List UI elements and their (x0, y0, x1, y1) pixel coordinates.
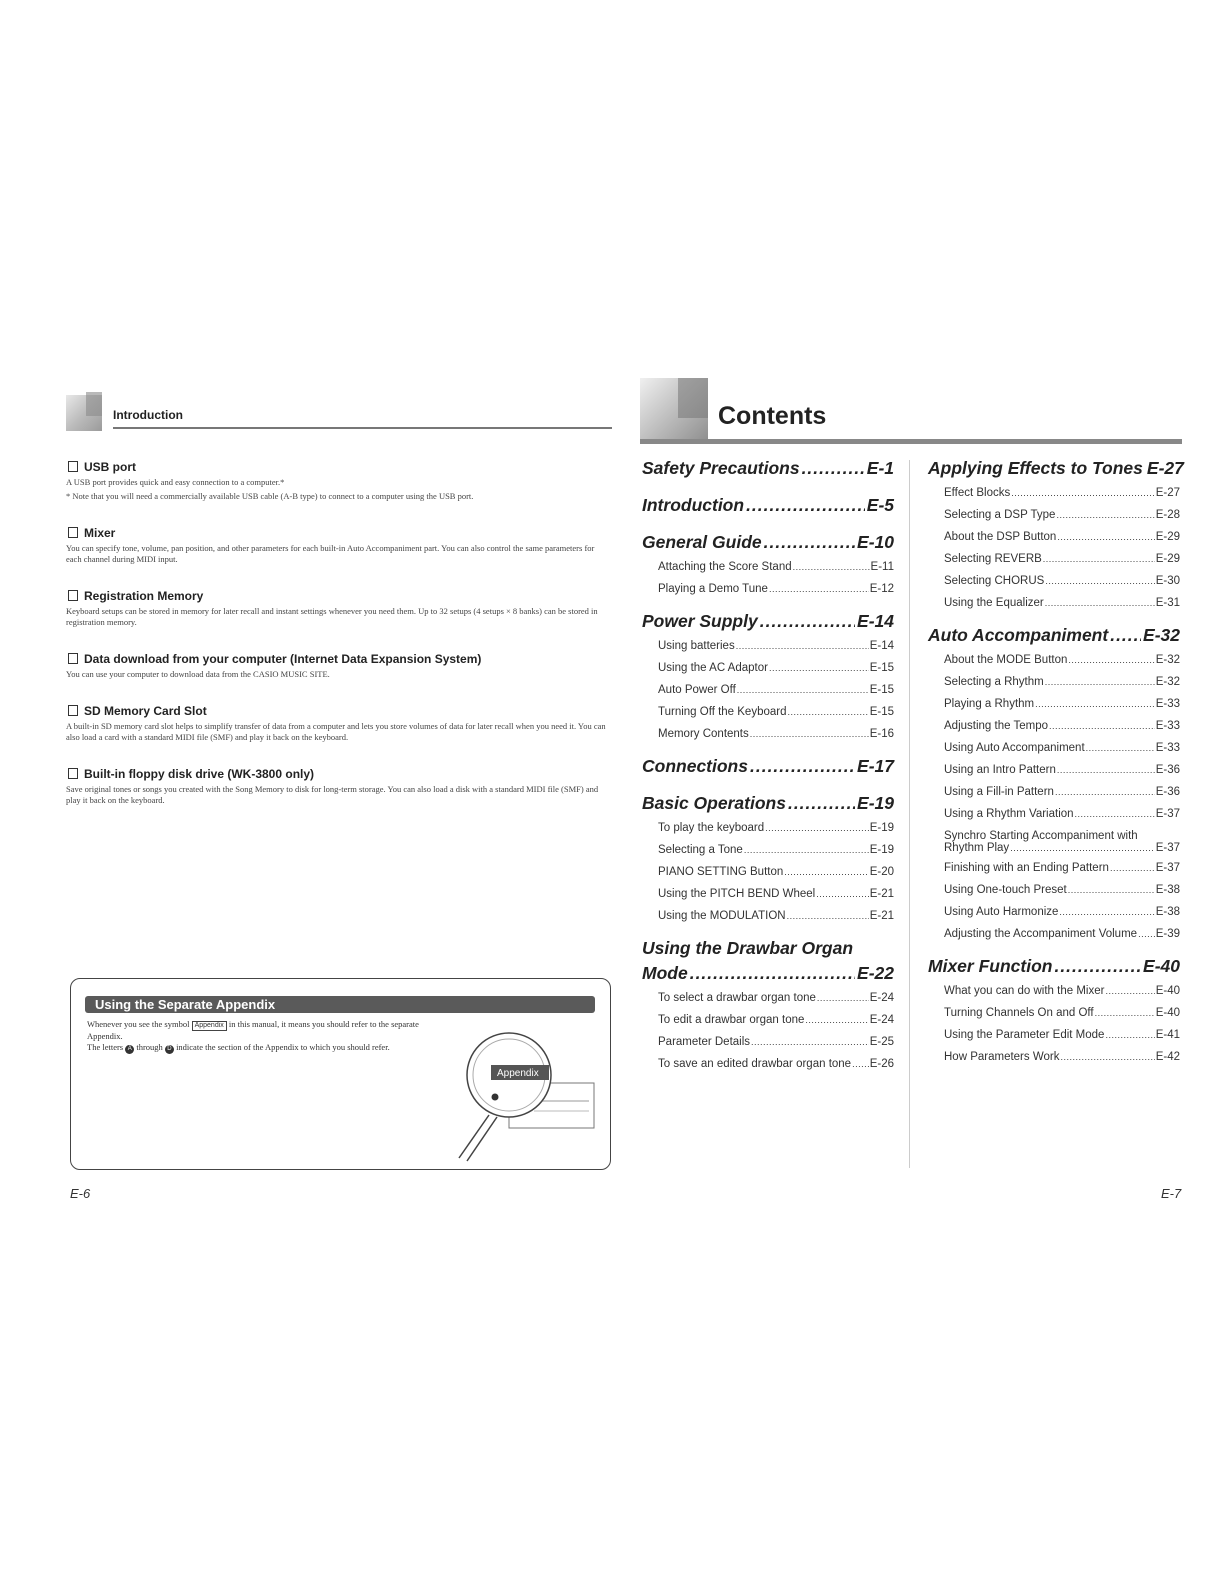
appendix-text (87, 1019, 437, 1054)
topic-label: Selecting a Tone (658, 844, 743, 856)
dot-leader (750, 756, 855, 777)
dot-leader (764, 532, 855, 553)
dot-leader (1035, 699, 1155, 709)
topic-page: E-32 (1155, 654, 1180, 666)
topic-label: To edit a drawbar organ tone (658, 1014, 805, 1026)
dot-leader (1010, 843, 1155, 853)
dot-leader (744, 845, 869, 855)
dot-leader (1110, 625, 1141, 646)
topic-entry[interactable] (944, 830, 1180, 854)
topic-page: E-19 (869, 822, 894, 834)
topic-label: Using the PITCH BEND Wheel (658, 888, 816, 900)
chapter-title-text: Safety Precautions (642, 458, 800, 478)
feature-title-text: SD Memory Card Slot (84, 704, 207, 718)
feature-section (66, 767, 612, 806)
topic-label: Using a Fill-in Pattern (944, 786, 1054, 798)
dot-leader (1045, 598, 1155, 608)
topic-label: Selecting REVERB (944, 553, 1042, 565)
topic-label: To select a drawbar organ tone (658, 992, 816, 1004)
dot-leader (736, 641, 869, 651)
topic-page: E-39 (1155, 928, 1180, 940)
topic-entry[interactable] (658, 684, 894, 696)
topic-page: E-40 (1155, 985, 1180, 997)
feature-title-text: USB port (84, 460, 136, 474)
feature-title-text: Mixer (84, 526, 116, 540)
topic-page: E-29 (1155, 531, 1180, 543)
appendix-title-bar (85, 996, 595, 1013)
contents-rule (640, 439, 1182, 444)
chapter-title-text: Auto Accompaniment (928, 625, 1109, 645)
dot-leader (1045, 677, 1155, 687)
checkbox-bullet-icon (68, 768, 78, 779)
contents-chapter (642, 611, 894, 740)
dot-leader (750, 729, 869, 739)
topic-page: E-15 (869, 684, 894, 696)
dot-leader (1055, 787, 1155, 797)
feature-title-text: Built-in floppy disk drive (WK-3800 only) (84, 767, 315, 781)
topic-label: About the MODE Button (944, 654, 1068, 666)
dot-leader (1056, 510, 1154, 520)
chapter-page: E-32 (1143, 625, 1180, 645)
chapter-title-text: Applying Effects to Tones (928, 458, 1143, 478)
dot-leader (760, 611, 855, 632)
topic-entry[interactable] (944, 884, 1180, 896)
topic-entry[interactable] (944, 1007, 1180, 1019)
dot-leader (1138, 929, 1155, 939)
dot-leader (1095, 1008, 1155, 1018)
feature-title (66, 652, 612, 666)
topic-page: E-37 (1155, 808, 1180, 820)
feature-title (66, 704, 612, 718)
chapter-page: E-1 (866, 458, 894, 478)
topic-label: Turning Off the Keyboard (658, 706, 787, 718)
topic-page: E-25 (869, 1036, 894, 1048)
topic-entry[interactable] (658, 706, 894, 718)
topic-label: Using One-touch Preset (944, 884, 1067, 896)
topic-label: Memory Contents (658, 728, 749, 740)
feature-text: You can specify tone, volume, pan position, and other parameters for each built-in Auto Accompaniment part. You can also control the same parameters for each channel during MIDI input. (66, 543, 595, 564)
dot-leader (769, 584, 869, 594)
dot-leader (1068, 885, 1155, 895)
feature-section (66, 589, 612, 628)
topic-label: About the DSP Button (944, 531, 1057, 543)
intro-sections (66, 460, 612, 806)
topic-page: E-20 (869, 866, 894, 878)
feature-section (66, 460, 612, 502)
feature-section (66, 652, 612, 680)
topic-entry[interactable] (658, 583, 894, 595)
topic-entry[interactable] (658, 561, 894, 573)
topic-entry[interactable] (944, 906, 1180, 918)
topic-page: E-33 (1155, 720, 1180, 732)
chapter-entry[interactable] (642, 458, 894, 479)
topic-entry[interactable] (944, 487, 1180, 499)
topic-label: Turning Channels On and Off (944, 1007, 1094, 1019)
chapter-entry[interactable] (642, 756, 894, 777)
feature-section (66, 526, 612, 565)
topic-page: E-19 (869, 844, 894, 856)
checkbox-bullet-icon (68, 705, 78, 716)
topic-entry[interactable] (944, 808, 1180, 820)
topic-label: Playing a Demo Tune (658, 583, 768, 595)
chapter-title-text: Power Supply (642, 611, 758, 631)
topic-page: E-33 (1155, 698, 1180, 710)
contents-chapter (928, 625, 1180, 940)
dot-leader (1045, 576, 1154, 586)
header-rule (113, 427, 612, 429)
section-header (66, 392, 612, 432)
dot-leader (787, 911, 869, 921)
chapter-title-text: Introduction (642, 495, 745, 515)
contents-title: Contents (718, 402, 827, 430)
dot-leader (1075, 809, 1155, 819)
topic-label: Using the AC Adaptor (658, 662, 768, 674)
dot-leader (769, 663, 869, 673)
topic-label: Effect Blocks (944, 487, 1011, 499)
topic-page: E-15 (869, 662, 894, 674)
dot-leader (1086, 743, 1155, 753)
topic-list (928, 985, 1180, 1063)
chapter-entry[interactable] (928, 625, 1180, 646)
topic-entry[interactable] (944, 1051, 1180, 1063)
appendix-text-2: in this manual, it means you should refer to the separate Appendix. (87, 1019, 419, 1041)
topic-row (944, 842, 1180, 854)
contents-block-shade (678, 378, 708, 418)
topic-page: E-24 (869, 1014, 894, 1026)
chapter-entry[interactable] (642, 793, 894, 814)
topic-entry[interactable] (944, 575, 1180, 587)
feature-text: Keyboard setups can be stored in memory for later recall and instant settings whenever you need them. Up to 32 setups (4 setups × 8 banks) can be stored in registration memory. (66, 606, 598, 627)
dot-leader (690, 963, 855, 984)
topic-list (928, 654, 1180, 940)
chapter-page: E-40 (1143, 956, 1180, 976)
topic-page: E-38 (1155, 906, 1180, 918)
dot-leader (1059, 907, 1154, 917)
topic-page: E-33 (1155, 742, 1180, 754)
dot-leader (816, 889, 868, 899)
topic-list (642, 992, 894, 1070)
topic-entry[interactable] (944, 1029, 1180, 1041)
chapter-page: E-17 (857, 756, 894, 776)
topic-entry[interactable] (944, 597, 1180, 609)
illustration-appendix-label: Appendix (497, 1068, 539, 1079)
topic-entry[interactable] (944, 928, 1180, 940)
chapter-page: E-14 (857, 611, 894, 631)
chapter-page: E-22 (857, 963, 894, 983)
topic-label: Adjusting the Accompaniment Volume (944, 928, 1138, 940)
topic-label: Playing a Rhythm (944, 698, 1035, 710)
dot-leader (1110, 863, 1155, 873)
dot-leader (784, 867, 868, 877)
topic-entry[interactable] (658, 866, 894, 878)
topic-page: E-42 (1155, 1051, 1180, 1063)
feature-text: * Note that you will need a commercially available USB cable (A-B type) to connect to a computer using the USB port. (66, 491, 474, 501)
dot-leader (765, 823, 869, 833)
feature-title (66, 460, 612, 474)
topic-page: E-16 (869, 728, 894, 740)
appendix-text-4: through (136, 1042, 163, 1052)
checkbox-bullet-icon (68, 461, 78, 472)
topic-label: Selecting CHORUS (944, 575, 1045, 587)
topic-entry[interactable] (944, 742, 1180, 754)
contents-chapter (642, 938, 894, 1070)
topic-label: Using the MODULATION (658, 910, 786, 922)
chapter-title-text: Connections (642, 756, 748, 776)
topic-label: Using the Equalizer (944, 597, 1044, 609)
dot-leader (1011, 488, 1154, 498)
topic-entry[interactable] (944, 720, 1180, 732)
chapter-title-line1[interactable] (642, 938, 894, 959)
header-block-shade (86, 392, 102, 416)
chapter-title-text: General Guide (642, 532, 762, 552)
topic-label: How Parameters Work (944, 1051, 1060, 1063)
topic-page: E-28 (1155, 509, 1180, 521)
dot-leader (1043, 554, 1155, 564)
contents-chapter (642, 495, 894, 516)
topic-page: E-36 (1155, 786, 1180, 798)
topic-page: E-21 (869, 910, 894, 922)
topic-list (928, 487, 1180, 609)
dot-leader (817, 993, 869, 1003)
dot-leader (1105, 986, 1154, 996)
topic-label: Using Auto Accompaniment (944, 742, 1085, 754)
topic-entry[interactable] (658, 992, 894, 1004)
dot-leader (1057, 765, 1155, 775)
dot-leader (793, 562, 870, 572)
dot-leader (788, 793, 855, 814)
topic-entry[interactable] (944, 698, 1180, 710)
topic-label: Selecting a Rhythm (944, 676, 1044, 688)
topic-page: E-41 (1155, 1029, 1180, 1041)
topic-page: E-32 (1155, 676, 1180, 688)
dot-leader (1068, 655, 1154, 665)
topic-list (642, 640, 894, 740)
dot-leader (1060, 1052, 1154, 1062)
topic-label: Using a Rhythm Variation (944, 808, 1074, 820)
topic-entry[interactable] (658, 728, 894, 740)
dot-leader (788, 707, 869, 717)
feature-title (66, 589, 612, 603)
feature-text: Save original tones or songs you created with the Song Memory to disk for long-term storage. You can also load a disk with a standard MIDI file (SMF) and play it back on the keyboard. (66, 784, 599, 805)
topic-page: E-30 (1155, 575, 1180, 587)
appendix-box (70, 978, 611, 1170)
chapter-entry[interactable] (928, 956, 1180, 977)
feature-text: A USB port provides quick and easy connection to a computer.* (66, 477, 285, 487)
topic-page: E-36 (1155, 764, 1180, 776)
topic-entry[interactable] (658, 1036, 894, 1048)
topic-page: E-40 (1155, 1007, 1180, 1019)
topic-page: E-37 (1155, 842, 1180, 854)
topic-list (642, 822, 894, 922)
topic-entry[interactable] (944, 509, 1180, 521)
topic-label: Rhythm Play (944, 842, 1010, 854)
topic-entry[interactable] (944, 676, 1180, 688)
topic-entry[interactable] (944, 654, 1180, 666)
topic-page: E-38 (1155, 884, 1180, 896)
contents-header (640, 378, 1182, 448)
topic-label: To save an edited drawbar organ tone (658, 1058, 852, 1070)
contents-chapter (928, 956, 1180, 1063)
feature-title-text: Registration Memory (84, 589, 204, 603)
topic-label: Selecting a DSP Type (944, 509, 1056, 521)
appendix-symbol: Appendix (192, 1021, 227, 1031)
topic-entry[interactable] (658, 1058, 894, 1070)
topic-page: E-24 (869, 992, 894, 1004)
chapter-title-text: Mixer Function (928, 956, 1053, 976)
appendix-text-3: The letters (87, 1042, 124, 1052)
topic-label-line1: Synchro Starting Accompaniment with (944, 830, 1138, 842)
feature-title (66, 526, 612, 540)
topic-entry[interactable] (944, 531, 1180, 543)
left-page-number: E-6 (70, 1186, 91, 1201)
chapter-page: E-10 (857, 532, 894, 552)
topic-page: E-27 (1155, 487, 1180, 499)
dot-leader (1049, 721, 1155, 731)
topic-label: Auto Power Off (658, 684, 736, 696)
topic-entry[interactable] (658, 888, 894, 900)
dot-leader (751, 1037, 869, 1047)
appendix-text-1: Whenever you see the symbol (87, 1019, 190, 1029)
chapter-page: E-27 (1146, 458, 1184, 478)
topic-label: Using the Parameter Edit Mode (944, 1029, 1105, 1041)
checkbox-bullet-icon (68, 590, 78, 601)
left-page (66, 392, 612, 806)
letter-a-icon: A (125, 1045, 134, 1054)
magnifier-illustration (439, 1023, 599, 1163)
topic-label: Adjusting the Tempo (944, 720, 1048, 732)
dot-leader (737, 685, 869, 695)
dot-leader (802, 458, 865, 479)
topic-entry[interactable] (658, 640, 894, 652)
chapter-entry[interactable] (642, 963, 894, 984)
checkbox-bullet-icon (68, 527, 78, 538)
topic-entry[interactable] (944, 985, 1180, 997)
feature-title (66, 767, 612, 781)
topic-entry[interactable] (944, 786, 1180, 798)
topic-page: E-21 (869, 888, 894, 900)
topic-page: E-12 (869, 583, 894, 595)
feature-text: A built-in SD memory card slot helps to simplify transfer of data from a computer and lets you store volumes of data for later recall when you need it. You can also load a card with a standard MIDI file (SMF) and play it back on the keyboard. (66, 721, 606, 742)
topic-entry[interactable] (944, 553, 1180, 565)
contents-chapter (642, 458, 894, 479)
chapter-page: E-19 (857, 793, 894, 813)
feature-section (66, 704, 612, 743)
topic-entry[interactable] (944, 862, 1180, 874)
topic-list (642, 561, 894, 595)
topic-entry[interactable] (658, 662, 894, 674)
topic-entry[interactable] (658, 1014, 894, 1026)
topic-label: Using batteries (658, 640, 735, 652)
topic-label: To play the keyboard (658, 822, 765, 834)
topic-page: E-11 (870, 561, 894, 573)
feature-text: You can use your computer to download data from the CASIO MUSIC SITE. (66, 669, 330, 679)
topic-label: PIANO SETTING Button (658, 866, 784, 878)
section-title: Introduction (113, 408, 183, 422)
topic-page: E-31 (1155, 597, 1180, 609)
topic-label: Parameter Details (658, 1036, 751, 1048)
letter-d-icon: D (165, 1045, 174, 1054)
contents-chapter (642, 793, 894, 922)
contents-chapter (642, 756, 894, 777)
dot-leader (805, 1015, 868, 1025)
chapter-title-text: Basic Operations (642, 793, 786, 813)
topic-page: E-37 (1155, 862, 1180, 874)
chapter-entry[interactable] (642, 611, 894, 632)
topic-label: Using an Intro Pattern (944, 764, 1056, 776)
contents-column-2 (928, 458, 1184, 1079)
topic-entry[interactable] (658, 844, 894, 856)
topic-entry[interactable] (658, 822, 894, 834)
chapter-entry[interactable] (928, 458, 1184, 479)
topic-page: E-26 (869, 1058, 894, 1070)
chapter-title-text: Using the Drawbar Organ (642, 938, 854, 958)
dot-leader (746, 495, 865, 516)
contents-chapter (928, 458, 1184, 609)
checkbox-bullet-icon (68, 653, 78, 664)
contents-chapter (642, 532, 894, 595)
topic-label: What you can do with the Mixer (944, 985, 1105, 997)
contents-column-1 (642, 458, 894, 1086)
chapter-title-text: Mode (642, 963, 688, 983)
feature-title-text: Data download from your computer (Internet Data Expansion System) (84, 652, 482, 666)
dot-leader (1057, 532, 1154, 542)
chapter-page: E-5 (866, 495, 894, 515)
right-page-number: E-7 (1161, 1186, 1182, 1201)
topic-label: Attaching the Score Stand (658, 561, 792, 573)
dot-leader (1054, 956, 1141, 977)
topic-page: E-14 (869, 640, 894, 652)
topic-page: E-15 (869, 706, 894, 718)
dot-leader (852, 1059, 869, 1069)
topic-page: E-29 (1155, 553, 1180, 565)
column-divider (909, 460, 910, 1168)
topic-entry[interactable] (944, 764, 1180, 776)
topic-entry[interactable] (658, 910, 894, 922)
chapter-entry[interactable] (642, 532, 894, 553)
chapter-entry[interactable] (642, 495, 894, 516)
topic-label: Finishing with an Ending Pattern (944, 862, 1109, 874)
dot-leader (1105, 1030, 1154, 1040)
topic-label: Using Auto Harmonize (944, 906, 1059, 918)
appendix-title: Using the Separate Appendix (95, 997, 276, 1012)
appendix-text-5: indicate the section of the Appendix to which you should refer. (176, 1042, 390, 1052)
